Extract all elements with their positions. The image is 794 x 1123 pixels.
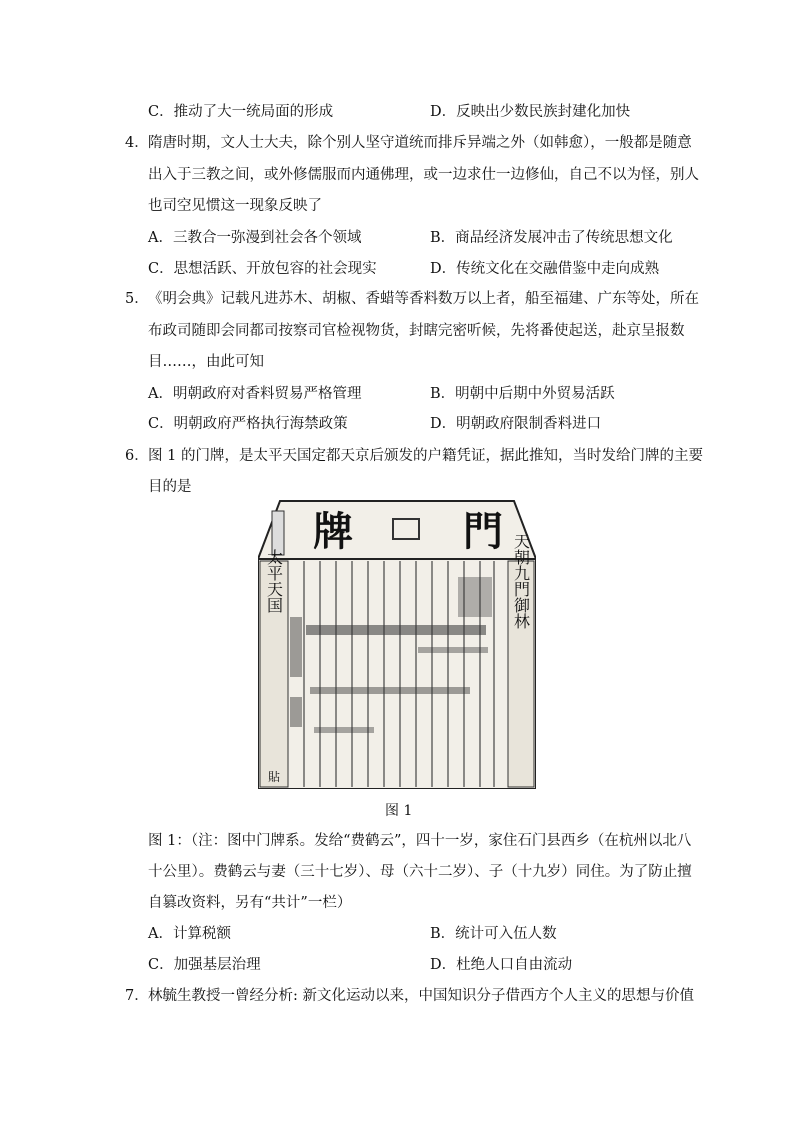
q7-stem-line-1: 林毓生教授一曾经分析: 新文化运动以来，中国知识分子借西方个人主义的思想与价值 (148, 988, 694, 1004)
q4-stem-line-3: 也司空见惯这一现象反映了 (148, 198, 322, 214)
q6-number: 6． (125, 448, 149, 464)
bottom-left-char: 貼 (267, 770, 281, 784)
left-column-text: 太平天国 (264, 549, 284, 613)
q3-option-d: D．反映出少数民族封建化加快 (430, 104, 631, 120)
q5-number: 5． (125, 291, 149, 307)
q5-option-d: D．明朝政府限制香料进口 (430, 416, 602, 432)
q6-option-d: D．杜绝人口自由流动 (430, 957, 573, 973)
banner-char-left: 牌 (313, 508, 353, 555)
q6-option-b: B．统计可入伍人数 (430, 926, 557, 942)
banner-char-right: 門 (463, 508, 503, 555)
q4-stem-line-2: 出入于三教之间，或外修儒服而内通佛理，或一边求仕一边修仙，自己不以为怪，别人 (148, 167, 699, 183)
q6-stem-line-2: 目的是 (148, 479, 192, 495)
right-column-text: 天朝九門御林 (511, 533, 531, 629)
q4-stem-line-1: 隋唐时期，文人士大夫，除个别人坚守道统而排斥异端之外（如韩愈），一般都是随意 (148, 135, 692, 151)
q5-stem-line-2: 布政司随即会同都司按察司官检视物货，封瞎完密听候，先将番使起送，赴京呈报数 (148, 323, 685, 339)
figure-caption: 图 1 (385, 803, 413, 819)
q4-number: 4． (125, 135, 149, 151)
q6-option-c: C．加强基层治理 (148, 957, 261, 973)
q3-option-c: C．推动了大一统局面的形成 (148, 104, 334, 120)
door-plate-figure (258, 497, 536, 789)
q4-option-a: A．三教合一弥漫到社会各个领域 (148, 230, 362, 246)
q7-number: 7． (125, 988, 149, 1004)
q5-option-a: A．明朝政府对香料贸易严格管理 (148, 386, 362, 402)
q6-note-line-3: 自篡改资料，另有“共计”一栏） (148, 895, 352, 911)
q5-option-c: C．明朝政府严格执行海禁政策 (148, 416, 348, 432)
q4-option-d: D．传统文化在交融借鉴中走向成熟 (430, 261, 660, 277)
q5-option-b: B．明朝中后期中外贸易活跃 (430, 386, 615, 402)
q4-option-c: C．思想活跃、开放包容的社会现实 (148, 261, 377, 277)
q5-stem-line-1: 《明会典》记载凡进苏木、胡椒、香蜡等香料数万以上者，船至福建、广东等处，所在 (148, 291, 699, 307)
door-plate-image (258, 497, 536, 789)
q6-note-line-2: 十公里）。费鹤云与妻（三十七岁）、母（六十二岁）、子（十九岁）同住。为了防止擅 (148, 864, 692, 880)
q4-option-b: B．商品经济发展冲击了传统思想文化 (430, 230, 673, 246)
q6-stem-line-1: 图 1 的门牌，是太平天国定都天京后颁发的户籍凭证，据此推知，当时发给门牌的主要 (148, 448, 703, 464)
q6-note-line-1: 图 1：（注：图中门牌系。发给“费鹤云”，四十一岁，家住石门县西乡（在杭州以北八 (148, 833, 692, 849)
q5-stem-line-3: 目……，由此可知 (148, 354, 264, 370)
q6-option-a: A．计算税额 (148, 926, 231, 942)
